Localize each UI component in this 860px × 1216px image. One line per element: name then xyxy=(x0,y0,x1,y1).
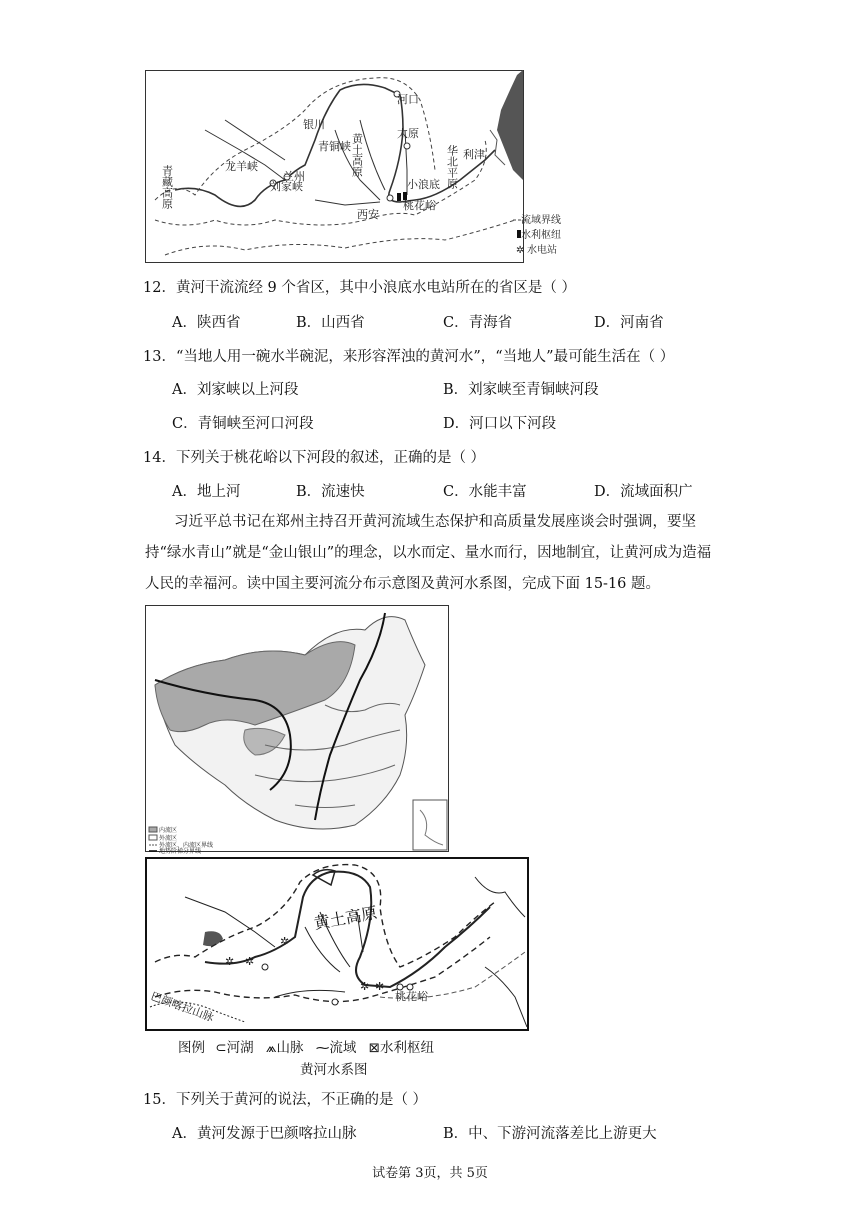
label-lijin: 利津 xyxy=(463,148,485,161)
q12-option-a[interactable]: A．陕西省 xyxy=(172,315,241,331)
water-project-icon: ⊠ xyxy=(368,1040,380,1056)
q14-option-b[interactable]: B．流速快 xyxy=(296,484,365,500)
reading-passage: 习近平总书记在郑州主持召开黄河流域生态保护和高质量发展座谈会时强调，要坚持“绿水青山”就是“金山银山”的理念，以水而定、量水而行，因地制宜，让黄河成为造福人民的幸福河。读中国主要河流分布示意图及黄河水系图，完成下面 15-16 题。 xyxy=(145,514,712,592)
basin-icon: ⁓ xyxy=(315,1040,330,1056)
label-qingzang: 青藏高原 xyxy=(160,165,174,209)
legend-inland: 内流区 xyxy=(159,827,178,834)
q13-option-d[interactable]: D．河口以下河段 xyxy=(443,416,557,432)
q12-option-d[interactable]: D．河南省 xyxy=(594,315,664,331)
label-qingtongxia: 青铜峡 xyxy=(318,140,351,153)
label-bayan-har: 巴颜喀拉山脉 xyxy=(148,989,216,1025)
q14-option-c[interactable]: C．水能丰富 xyxy=(443,484,527,500)
label-huangtu: 黄土高原 xyxy=(350,133,364,177)
legend-water-project: 水利枢纽 xyxy=(521,230,561,241)
question-14-stem: 14．下列关于桃花峪以下河段的叙述，正确的是（ ） xyxy=(143,450,486,466)
label-taohuayu: 桃花峪 xyxy=(395,990,428,1003)
label-yinchuan: 银川 xyxy=(303,118,325,131)
map3-legend xyxy=(178,1036,434,1056)
label-huabei: 华北平原 xyxy=(445,145,459,189)
yellow-river-basin-map xyxy=(145,70,561,265)
q14-option-a[interactable]: A．地上河 xyxy=(172,484,241,500)
label-hekou: 河口 xyxy=(397,93,419,106)
hydropower-icon: ✲ xyxy=(280,935,290,948)
legend-mountain: 山脉 xyxy=(276,1040,304,1056)
map3-title: 黄河水系图 xyxy=(300,1062,368,1078)
legend-river-lake: 河湖 xyxy=(226,1040,254,1056)
legend-basin: 流域 xyxy=(329,1040,357,1056)
question-12-stem: 12．黄河干流流经 9 个省区，其中小浪底水电站所在的省区是（ ） xyxy=(143,280,577,296)
label-liujiaxia: 刘家峡 xyxy=(270,180,303,193)
label-longyangxia: 龙羊峡 xyxy=(225,160,258,173)
label-lanzhou: 兰州 xyxy=(283,170,305,183)
mountain-icon: ⩕ xyxy=(265,1040,277,1056)
legend-title: 图例 xyxy=(178,1040,205,1056)
q15-option-b[interactable]: B．中、下游河流落差比上游更大 xyxy=(443,1126,657,1142)
china-rivers-map xyxy=(145,605,450,853)
legend-basin-boundary: 流域界线 xyxy=(521,215,561,226)
q13-option-b[interactable]: B．刘家峡至青铜峡河段 xyxy=(443,382,599,398)
q13-option-c[interactable]: C．青铜峡至河口河段 xyxy=(172,416,314,432)
hydropower-icon: ✲ xyxy=(360,980,370,993)
page-footer: 试卷第 3页，共 5页 xyxy=(372,1166,488,1181)
legend-terrain-step: 地势阶梯分界线 xyxy=(159,848,202,855)
legend-hydropower: 水电站 xyxy=(527,245,557,256)
hydropower-icon: ✲ xyxy=(225,955,235,968)
q15-option-a[interactable]: A．黄河发源于巴颜喀拉山脉 xyxy=(172,1126,357,1142)
legend-drainage-boundary: 外流区、内流区界线 xyxy=(159,842,214,849)
question-15-stem: 15．下列关于黄河的说法，不正确的是（ ） xyxy=(143,1092,428,1108)
hydropower-icon: ✲ xyxy=(375,980,385,993)
legend-exorheic: 外流区 xyxy=(159,835,178,842)
hydropower-icon: ✲ xyxy=(516,245,525,256)
q12-option-b[interactable]: B．山西省 xyxy=(296,315,365,331)
q14-option-d[interactable]: D．流域面积广 xyxy=(594,484,693,500)
label-taiyuan: 太原 xyxy=(397,127,419,140)
hydropower-icon: ✲ xyxy=(245,955,255,968)
label-xian: 西安 xyxy=(357,208,379,221)
label-xiaolangdi: 小浪底 xyxy=(407,178,440,191)
label-loess-plateau: 黄土高原 xyxy=(312,903,379,933)
yellow-river-system-map xyxy=(145,857,530,1032)
river-lake-icon: ⊂ xyxy=(215,1040,227,1056)
question-13-stem: 13．“当地人用一碗水半碗泥，来形容浑浊的黄河水”，“当地人”最可能生活在（ ） xyxy=(143,349,675,365)
label-taohuayu: 桃花峪 xyxy=(403,199,436,212)
legend-water-project: 水利枢纽 xyxy=(379,1040,434,1056)
q12-option-c[interactable]: C．青海省 xyxy=(443,315,513,331)
q13-option-a[interactable]: A．刘家峡以上河段 xyxy=(172,382,299,398)
